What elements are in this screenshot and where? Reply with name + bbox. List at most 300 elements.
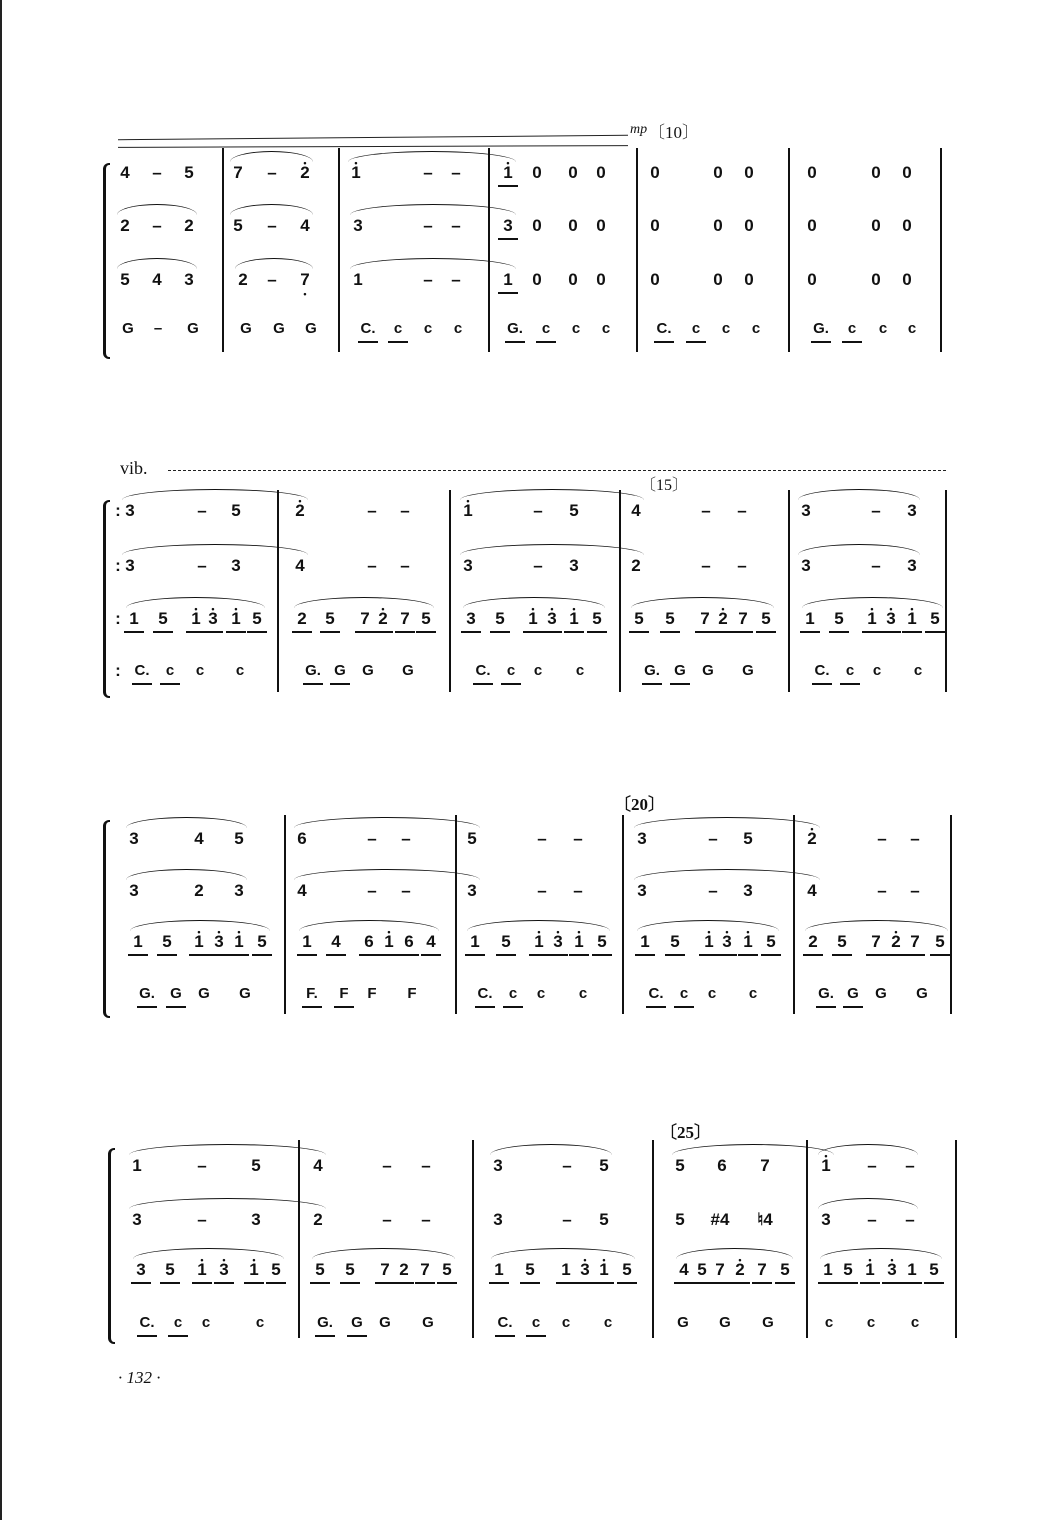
slur xyxy=(133,1248,284,1259)
note: – xyxy=(533,501,543,520)
chord-symbol: C. xyxy=(814,662,830,679)
underline xyxy=(505,341,525,343)
note: – xyxy=(871,556,881,575)
note: 3 xyxy=(907,501,917,520)
note: 7 xyxy=(380,1260,390,1279)
chord-symbol: c xyxy=(201,1314,211,1331)
note: 5 xyxy=(843,1260,853,1279)
chord-symbol: G. xyxy=(507,320,523,337)
note: 7 xyxy=(233,163,243,182)
chord-symbol: G xyxy=(674,662,686,679)
slur xyxy=(129,1198,326,1209)
note: 3 xyxy=(467,881,477,900)
underline xyxy=(498,292,518,294)
note: 3 xyxy=(463,556,473,575)
underline xyxy=(292,631,312,633)
underline xyxy=(461,631,481,633)
underline xyxy=(674,1006,694,1008)
underline xyxy=(761,954,781,956)
underline xyxy=(395,631,415,633)
chord-symbol: c xyxy=(536,985,546,1002)
underline xyxy=(330,683,350,685)
note: 0 xyxy=(532,270,542,289)
note: – xyxy=(197,1210,207,1229)
note: • 3 xyxy=(219,1260,228,1280)
chord-symbol: G. xyxy=(644,662,660,679)
note: 5 xyxy=(345,1260,355,1279)
slur xyxy=(117,204,197,215)
underline xyxy=(303,683,323,685)
underline xyxy=(226,631,246,633)
chord-symbol: c xyxy=(679,985,689,1002)
underline xyxy=(629,631,649,633)
underline xyxy=(297,954,317,956)
note: – xyxy=(197,1156,207,1175)
note: 5 xyxy=(162,932,172,951)
underline xyxy=(244,1282,264,1284)
underline xyxy=(838,1282,858,1284)
note: 0 xyxy=(807,163,817,182)
underline xyxy=(128,954,148,956)
note: 2 xyxy=(808,932,818,951)
underline xyxy=(733,631,753,633)
rehearsal-mark-10: 〔10〕 xyxy=(648,123,699,142)
underline xyxy=(816,1006,836,1008)
note: 5 xyxy=(743,829,753,848)
underline xyxy=(334,1006,354,1008)
note: 4 xyxy=(631,501,641,520)
note: 0 xyxy=(807,270,817,289)
note: 0 xyxy=(744,163,754,182)
underline xyxy=(710,1282,730,1284)
chord-symbol: G xyxy=(187,320,199,337)
note: • 1 xyxy=(231,609,240,629)
note: 3 xyxy=(493,1156,503,1175)
chord-symbol: c xyxy=(533,662,543,679)
slur xyxy=(460,544,644,555)
note: – xyxy=(701,501,711,520)
note: 3 xyxy=(231,556,241,575)
note: 7 • xyxy=(300,270,309,290)
underline xyxy=(692,1282,712,1284)
slur xyxy=(463,597,605,608)
note: • 1 xyxy=(503,163,512,183)
note: – xyxy=(562,1156,572,1175)
slur xyxy=(126,869,247,880)
note: – xyxy=(562,1210,572,1229)
note: 7 xyxy=(760,1156,770,1175)
bar-line xyxy=(222,148,224,352)
underline xyxy=(840,683,860,685)
slur xyxy=(676,1248,793,1259)
bar-line xyxy=(788,490,790,692)
note: • 3 xyxy=(547,609,556,629)
note: 0 xyxy=(713,270,723,289)
note: 2 xyxy=(184,216,194,235)
underline xyxy=(490,631,510,633)
system-brace xyxy=(108,1148,115,1344)
note: – xyxy=(267,216,277,235)
underline xyxy=(153,631,173,633)
chord-symbol: c xyxy=(453,320,463,337)
chord-symbol: G xyxy=(240,320,252,337)
note: – xyxy=(367,829,377,848)
note: 2 xyxy=(313,1210,323,1229)
bar-line xyxy=(950,815,952,1014)
note: – xyxy=(400,501,410,520)
chord-symbol: G. xyxy=(818,985,834,1002)
chord-symbol: G xyxy=(847,985,859,1002)
note: 0 xyxy=(596,163,606,182)
note: 7 xyxy=(700,609,710,628)
note: • 2 xyxy=(735,1260,744,1280)
slur xyxy=(126,817,247,828)
note: 3 xyxy=(493,1210,503,1229)
note: 0 xyxy=(871,163,881,182)
note: 6 xyxy=(404,932,414,951)
chord-symbol: c xyxy=(845,662,855,679)
underline xyxy=(730,1282,750,1284)
note: – xyxy=(910,881,920,900)
underline xyxy=(803,954,823,956)
underline xyxy=(902,631,922,633)
slur xyxy=(294,869,480,880)
slur xyxy=(637,920,779,931)
chord-symbol: F xyxy=(407,985,417,1002)
bar-line xyxy=(955,1140,957,1338)
slur xyxy=(798,489,920,500)
note: • 1 xyxy=(194,932,203,952)
note: 3 xyxy=(801,501,811,520)
note: 3 xyxy=(129,829,139,848)
note: • 1 xyxy=(574,932,583,952)
note: 5 xyxy=(421,609,431,628)
crescendo-line-lower xyxy=(118,145,628,148)
chord-symbol: c xyxy=(751,320,761,337)
chord-symbol: c xyxy=(910,1314,920,1331)
chord-symbol: c xyxy=(721,320,731,337)
bar-line xyxy=(940,148,942,352)
underline xyxy=(594,1282,614,1284)
slur xyxy=(820,1248,942,1259)
note: 5 xyxy=(622,1260,632,1279)
slur xyxy=(117,258,197,269)
chord-symbol: C. xyxy=(360,320,376,337)
note: 0 xyxy=(744,216,754,235)
note: 0 xyxy=(902,216,912,235)
chord-symbol: c xyxy=(531,1314,541,1331)
chord-symbol: F xyxy=(339,985,349,1002)
note: • 3 xyxy=(208,609,217,629)
note: • 1 xyxy=(528,609,537,629)
note: 0 xyxy=(871,270,881,289)
underline xyxy=(320,631,340,633)
slur xyxy=(631,597,774,608)
slur xyxy=(818,1198,918,1209)
bar-line xyxy=(652,1140,654,1338)
note: 4 xyxy=(297,881,307,900)
underline xyxy=(495,1335,515,1337)
note: • 1 xyxy=(463,501,472,521)
underline xyxy=(489,1282,509,1284)
note: 5 xyxy=(325,609,335,628)
note: 0 xyxy=(650,216,660,235)
chord-symbol: G. xyxy=(139,985,155,1002)
underline xyxy=(247,631,267,633)
note: 5 xyxy=(257,932,267,951)
underline xyxy=(832,954,852,956)
underline xyxy=(860,1282,880,1284)
note: 4 xyxy=(807,881,817,900)
note: – xyxy=(401,881,411,900)
underline xyxy=(886,954,906,956)
chord-symbol: G xyxy=(305,320,317,337)
underline xyxy=(635,954,655,956)
note: • 2 xyxy=(718,609,727,629)
note: • 1 xyxy=(599,1260,608,1280)
note: – xyxy=(910,829,920,848)
underline xyxy=(564,631,584,633)
note: • 1 xyxy=(384,932,393,952)
note: 4 xyxy=(152,270,162,289)
chord-symbol: C. xyxy=(139,1314,155,1331)
note: 5 xyxy=(599,1156,609,1175)
chord-symbol: G. xyxy=(813,320,829,337)
slur xyxy=(805,920,948,931)
note: 0 xyxy=(713,216,723,235)
note: 0 xyxy=(713,163,723,182)
underline xyxy=(132,683,152,685)
underline xyxy=(192,1282,212,1284)
note: • 1 xyxy=(907,609,916,629)
note: – xyxy=(737,556,747,575)
chord-symbol: G xyxy=(379,1314,391,1331)
chord-symbol: c xyxy=(235,662,245,679)
note: 3 xyxy=(125,556,135,575)
slur xyxy=(294,817,480,828)
underline xyxy=(842,341,862,343)
slur xyxy=(126,597,265,608)
chord-symbol: G xyxy=(742,662,754,679)
system-brace xyxy=(103,163,110,359)
underline xyxy=(131,1282,151,1284)
note: • 2 xyxy=(295,501,304,521)
note: 4 xyxy=(679,1260,689,1279)
note: • 1 xyxy=(249,1260,258,1280)
note: 5 xyxy=(184,163,194,182)
note: 1 xyxy=(561,1260,571,1279)
chord-symbol: G xyxy=(198,985,210,1002)
note: 5 xyxy=(271,1260,281,1279)
underline xyxy=(829,631,849,633)
underline xyxy=(686,341,706,343)
note: 5 xyxy=(675,1210,685,1229)
note: – xyxy=(708,881,718,900)
slur xyxy=(350,258,516,269)
chord-symbol: c xyxy=(707,985,717,1002)
slur xyxy=(348,151,516,162)
underline xyxy=(695,631,715,633)
chord-symbol: C. xyxy=(475,662,491,679)
note: 5 xyxy=(634,609,644,628)
note: – xyxy=(267,163,277,182)
slur xyxy=(122,544,308,555)
note: 5 xyxy=(670,932,680,951)
note: 4 xyxy=(313,1156,323,1175)
slur xyxy=(130,920,270,931)
chord-symbol: G xyxy=(273,320,285,337)
underline xyxy=(756,631,776,633)
note: 3 xyxy=(637,881,647,900)
chord-symbol: G xyxy=(762,1314,774,1331)
note: 5 xyxy=(165,1260,175,1279)
note: 5 xyxy=(569,501,579,520)
note: 1 xyxy=(132,1156,142,1175)
underline xyxy=(496,954,516,956)
chord-symbol: G xyxy=(422,1314,434,1331)
underline xyxy=(355,631,375,633)
bar-line xyxy=(338,148,340,352)
chord-symbol: c xyxy=(423,320,433,337)
note: 5 xyxy=(592,609,602,628)
underline xyxy=(526,1335,546,1337)
chord-symbol: G xyxy=(362,662,374,679)
note: 2 xyxy=(297,609,307,628)
note: – xyxy=(451,163,461,182)
note: • 1 xyxy=(821,1156,830,1176)
note: 5 xyxy=(467,829,477,848)
underline xyxy=(315,1335,335,1337)
chord-symbol: G xyxy=(402,662,414,679)
slur xyxy=(491,1248,635,1259)
note: 7 xyxy=(757,1260,767,1279)
underline xyxy=(811,341,831,343)
note: • 1 xyxy=(867,609,876,629)
chord-symbol: c xyxy=(847,320,857,337)
underline xyxy=(416,631,436,633)
note: – xyxy=(367,501,377,520)
note: 7 xyxy=(400,609,410,628)
note: 4 xyxy=(300,216,310,235)
note: 3 xyxy=(129,881,139,900)
chord-symbol: c xyxy=(575,662,585,679)
chord-symbol: G. xyxy=(317,1314,333,1331)
underline xyxy=(523,631,543,633)
note: – xyxy=(877,829,887,848)
underline xyxy=(394,1282,414,1284)
chord-symbol: c xyxy=(691,320,701,337)
note: 0 xyxy=(596,216,606,235)
chord-symbol: C. xyxy=(648,985,664,1002)
note: – xyxy=(537,829,547,848)
note: – xyxy=(152,216,162,235)
underline xyxy=(399,954,419,956)
underline xyxy=(475,1006,495,1008)
underline xyxy=(209,954,229,956)
note: 3 xyxy=(821,1210,831,1229)
note: 5 xyxy=(597,932,607,951)
chord-symbol: c xyxy=(255,1314,265,1331)
note: 5 xyxy=(837,932,847,951)
note: 5 xyxy=(501,932,511,951)
bar-line xyxy=(455,815,457,1014)
note: 5 xyxy=(930,609,940,628)
note: – xyxy=(421,1210,431,1229)
bar-line xyxy=(622,815,624,1014)
underline xyxy=(160,1282,180,1284)
note: 0 xyxy=(650,163,660,182)
chord-symbol: – xyxy=(153,320,163,337)
underline xyxy=(812,683,832,685)
note: 7 xyxy=(360,609,370,628)
bar-line xyxy=(488,148,490,352)
note: – xyxy=(573,829,583,848)
rehearsal-mark-15: 〔15〕 xyxy=(640,477,689,494)
note: 4 xyxy=(331,932,341,951)
note: – xyxy=(197,556,207,575)
note: 5 xyxy=(251,1156,261,1175)
note: – xyxy=(537,881,547,900)
note: 7 xyxy=(420,1260,430,1279)
underline xyxy=(166,1006,186,1008)
note: – xyxy=(871,501,881,520)
note: 3 xyxy=(132,1210,142,1229)
chord-symbol: c xyxy=(907,320,917,337)
note: 3 xyxy=(801,556,811,575)
repeat-sign: : xyxy=(115,661,121,680)
bar-line xyxy=(788,148,790,352)
note: • 2 xyxy=(300,163,309,183)
chord-symbol: c xyxy=(571,320,581,337)
slur xyxy=(312,1248,455,1259)
note: • 1 xyxy=(191,609,200,629)
note: 4 xyxy=(120,163,130,182)
underline xyxy=(738,954,758,956)
underline xyxy=(520,1282,540,1284)
slur xyxy=(350,204,516,215)
underline xyxy=(717,954,737,956)
note: – xyxy=(401,829,411,848)
note: 5 xyxy=(234,829,244,848)
note: – xyxy=(905,1210,915,1229)
note: 6 xyxy=(717,1156,727,1175)
underline xyxy=(587,631,607,633)
underline xyxy=(925,631,945,633)
note: ♮4 xyxy=(757,1210,773,1229)
note: – xyxy=(367,881,377,900)
chord-symbol: c xyxy=(878,320,888,337)
chord-symbol: G xyxy=(351,1314,363,1331)
bar-line xyxy=(806,1140,808,1338)
note: • 1 xyxy=(197,1260,206,1280)
crescendo-line-upper xyxy=(118,135,628,140)
underline xyxy=(326,954,346,956)
underline xyxy=(881,631,901,633)
chord-symbol: G xyxy=(719,1314,731,1331)
bar-line xyxy=(277,490,279,692)
note: 5 xyxy=(252,609,262,628)
note: – xyxy=(421,1156,431,1175)
note: 5 xyxy=(231,501,241,520)
underline xyxy=(373,631,393,633)
underline xyxy=(575,1282,595,1284)
underline xyxy=(882,1282,902,1284)
note: 0 xyxy=(650,270,660,289)
note: – xyxy=(423,270,433,289)
note: 0 xyxy=(902,270,912,289)
underline xyxy=(124,631,144,633)
note: 1 xyxy=(133,932,143,951)
